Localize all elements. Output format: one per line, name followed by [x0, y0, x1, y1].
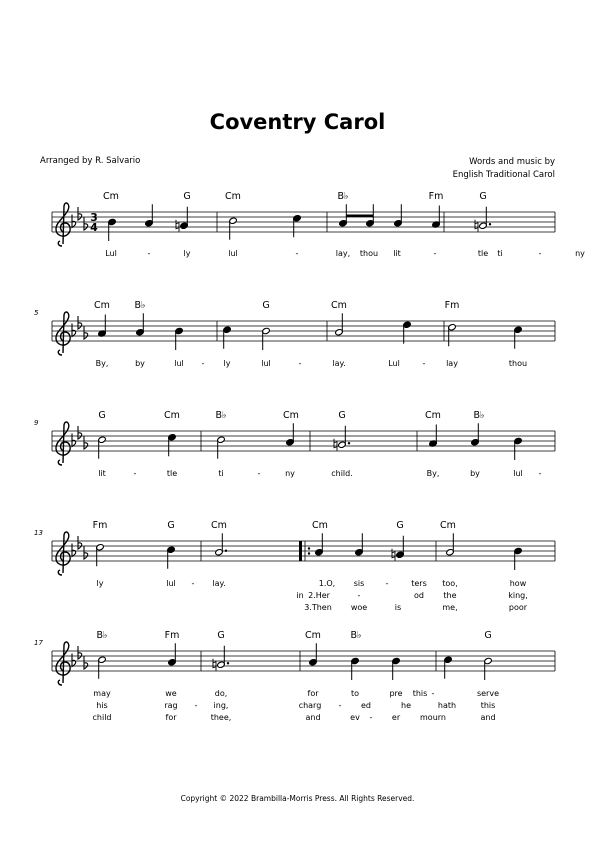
lyric-syllable: -: [298, 359, 302, 368]
chord-symbol: Fm: [444, 300, 460, 311]
credit-line: English Traditional Carol: [452, 170, 555, 180]
lyric-syllable: By,: [426, 469, 440, 478]
lyric-syllable: king,: [508, 591, 528, 600]
lyric-syllable: rag: [164, 701, 178, 710]
lyric-syllable: this: [412, 689, 428, 698]
flat-icon: [72, 434, 76, 447]
repeat-dot: [308, 552, 310, 554]
lyric-syllable: he: [401, 701, 411, 710]
flat-icon: [78, 536, 82, 549]
chord-symbol: B♭: [473, 410, 485, 421]
treble-clef-icon: [56, 422, 70, 465]
lyric-syllable: 1.O,: [318, 579, 336, 588]
time-signature-bottom: 4: [90, 221, 98, 234]
repeat-dot: [308, 547, 310, 549]
lyric-syllable: ing,: [213, 701, 229, 710]
lyric-syllable: -: [295, 249, 299, 258]
chord-symbol: Cm: [312, 520, 328, 531]
lyric-syllable: by: [470, 469, 480, 478]
lyric-syllable: -: [385, 579, 389, 588]
lyric-syllable: and: [305, 713, 321, 722]
lyric-syllable: ters: [411, 579, 427, 588]
lyric-syllable: and: [480, 713, 496, 722]
time-signature-top: 3: [90, 211, 98, 224]
lyric-syllable: -: [133, 469, 137, 478]
lyric-syllable: lay,: [335, 249, 351, 258]
dot: [348, 442, 350, 444]
lyric-syllable: Lul: [105, 249, 117, 258]
measure-number: 5: [34, 309, 39, 317]
chord-symbol: B♭: [337, 191, 349, 202]
flat-icon: [78, 426, 82, 439]
lyric-syllable: 2.Her: [308, 591, 330, 600]
chord-symbol: B♭: [96, 630, 108, 641]
staff-system: [34, 300, 555, 368]
lyric-syllable: woe: [350, 603, 368, 612]
lyric-syllable: -: [357, 591, 361, 600]
page-title: Coventry Carol: [209, 110, 386, 134]
lyric-syllable: ti: [218, 469, 224, 478]
chord-symbol: Cm: [283, 410, 299, 421]
note-beam: [346, 215, 373, 218]
natural-sign-icon: [334, 439, 337, 451]
flat-icon: [78, 207, 82, 220]
lyric-syllable: lit: [393, 249, 401, 258]
flat-icon: [84, 436, 88, 449]
lyric-syllable: ev: [350, 713, 360, 722]
flat-icon: [84, 326, 88, 339]
lyric-syllable: -: [194, 701, 198, 710]
lyric-syllable: sis: [353, 579, 365, 588]
lyric-syllable: this: [480, 701, 496, 710]
lyric-syllable: pre: [389, 689, 403, 698]
chord-symbol: Cm: [211, 520, 227, 531]
chord-symbol: Cm: [94, 300, 110, 311]
lyric-syllable: od: [414, 591, 424, 600]
lyric-syllable: lit: [98, 469, 106, 478]
treble-clef-icon: [56, 312, 70, 355]
lyric-syllable: ti: [497, 249, 503, 258]
chord-symbol: G: [484, 630, 492, 641]
lyric-syllable: -: [433, 249, 437, 258]
chord-symbol: G: [217, 630, 225, 641]
lyric-syllable: ly: [96, 579, 104, 588]
lyric-syllable: charg: [298, 701, 322, 710]
copyright-notice: Copyright © 2022 Brambilla-Morris Press. All Rights Reserved.: [180, 794, 415, 803]
lyric-syllable: by: [135, 359, 145, 368]
lyric-syllable: ly: [183, 249, 191, 258]
lyric-syllable: ed: [361, 701, 371, 710]
chord-symbol: Cm: [305, 630, 321, 641]
lyric-syllable: -: [431, 689, 435, 698]
flat-icon: [78, 646, 82, 659]
dot: [227, 662, 229, 664]
lyric-syllable: lul: [228, 249, 238, 258]
lyric-syllable: for: [307, 689, 319, 698]
flat-icon: [84, 217, 88, 230]
lyric-syllable: -: [369, 713, 373, 722]
lyric-syllable: too,: [442, 579, 458, 588]
chord-symbol: Cm: [425, 410, 441, 421]
lyric-syllable: lay.: [332, 359, 346, 368]
flat-icon: [84, 546, 88, 559]
chord-symbol: Cm: [164, 410, 180, 421]
natural-sign-icon: [392, 549, 395, 561]
staff-system: [34, 410, 555, 478]
chord-symbol: G: [396, 520, 404, 531]
lyric-syllable: tle: [477, 249, 489, 258]
staff-system: [34, 520, 555, 612]
lyric-syllable: -: [257, 469, 261, 478]
lyric-syllable: to: [350, 689, 360, 698]
chord-symbol: Fm: [164, 630, 180, 641]
lyric-syllable: do,: [214, 689, 228, 698]
flat-icon: [72, 544, 76, 557]
chord-symbol: G: [338, 410, 346, 421]
chord-symbol: G: [479, 191, 487, 202]
lyric-syllable: hath: [437, 701, 457, 710]
lyric-syllable: me,: [442, 603, 458, 612]
lyric-syllable: -: [147, 249, 151, 258]
flat-icon: [72, 324, 76, 337]
chord-symbol: Fm: [92, 520, 108, 531]
lyric-syllable: tle: [166, 469, 178, 478]
flat-icon: [72, 654, 76, 667]
credit-line: Words and music by: [469, 157, 555, 167]
natural-sign-icon: [475, 220, 478, 232]
lyric-syllable: lul: [174, 359, 184, 368]
lyric-syllable: we: [165, 689, 177, 698]
lyric-syllable: -: [191, 579, 195, 588]
measure-number: 13: [34, 529, 43, 537]
lyric-syllable: lul: [513, 469, 523, 478]
lyric-syllable: mourn: [420, 713, 446, 722]
lyric-syllable: ny: [285, 469, 295, 478]
lyric-syllable: in: [296, 591, 304, 600]
lyric-syllable: serve: [476, 689, 500, 698]
lyric-syllable: poor: [508, 603, 528, 612]
repeat-barline: [299, 541, 302, 561]
staff-system: [34, 630, 555, 722]
lyric-syllable: child: [92, 713, 112, 722]
chord-symbol: G: [262, 300, 270, 311]
lyric-syllable: -: [338, 701, 342, 710]
lyric-syllable: for: [165, 713, 177, 722]
lyric-syllable: may: [93, 689, 111, 698]
lyric-syllable: Lul: [388, 359, 400, 368]
flat-icon: [72, 215, 76, 228]
chord-symbol: Fm: [428, 191, 444, 202]
chord-symbol: Cm: [225, 191, 241, 202]
chord-symbol: G: [183, 191, 191, 202]
flat-icon: [84, 656, 88, 669]
chord-symbol: G: [167, 520, 175, 531]
dot: [489, 223, 491, 225]
lyric-syllable: thou: [359, 249, 379, 258]
lyric-syllable: lul: [261, 359, 271, 368]
lyric-syllable: 3.Then: [304, 603, 332, 612]
flat-icon: [78, 316, 82, 329]
chord-symbol: B♭: [134, 300, 146, 311]
chord-symbol: B♭: [215, 410, 227, 421]
natural-sign-icon: [213, 659, 216, 671]
chord-symbol: B♭: [350, 630, 362, 641]
measure-number: 9: [34, 419, 39, 427]
chord-symbol: G: [98, 410, 106, 421]
staff-system: [52, 191, 595, 258]
lyric-syllable: -: [538, 249, 542, 258]
lyric-syllable: er: [391, 713, 401, 722]
lyric-syllable: thee,: [210, 713, 232, 722]
treble-clef-icon: [56, 203, 70, 246]
treble-clef-icon: [56, 532, 70, 575]
lyric-syllable: is: [394, 603, 402, 612]
lyric-syllable: his: [96, 701, 108, 710]
lyric-syllable: lay: [446, 359, 458, 368]
lyric-syllable: lul: [166, 579, 176, 588]
lyric-syllable: the: [443, 591, 457, 600]
lyric-syllable: thou: [508, 359, 528, 368]
lyric-syllable: -: [538, 469, 542, 478]
lyric-syllable: lay.: [212, 579, 226, 588]
lyric-syllable: -: [422, 359, 426, 368]
lyric-syllable: ny: [575, 249, 585, 258]
lyric-syllable: -: [201, 359, 205, 368]
chord-symbol: Cm: [331, 300, 347, 311]
chord-symbol: Cm: [440, 520, 456, 531]
dot: [225, 550, 227, 552]
lyric-syllable: ly: [223, 359, 231, 368]
lyric-syllable: child.: [331, 469, 353, 478]
lyric-syllable: By,: [95, 359, 109, 368]
chord-symbol: Cm: [103, 191, 119, 202]
natural-sign-icon: [176, 220, 179, 232]
lyric-syllable: how: [509, 579, 527, 588]
measure-number: 17: [34, 639, 43, 647]
treble-clef-icon: [56, 642, 70, 685]
arranger-credit: Arranged by R. Salvario: [40, 156, 141, 166]
